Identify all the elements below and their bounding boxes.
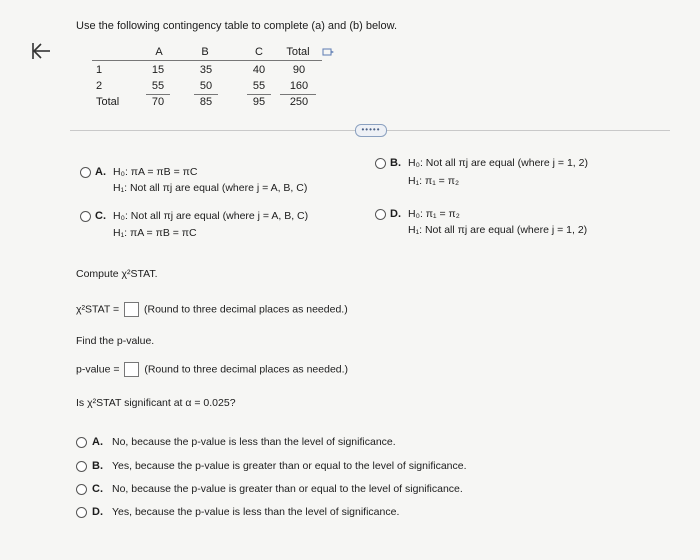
cell-total-c: 95 (252, 96, 266, 108)
conclusion-option-a[interactable] (76, 436, 516, 450)
cell-2-a: 55 (151, 80, 165, 92)
radio-b[interactable] (375, 158, 386, 169)
total-rule-c (247, 94, 271, 95)
find-p-label: Find the p-value. (76, 335, 155, 347)
col-header-a: A (155, 46, 163, 58)
row-label-total: Total (96, 96, 120, 108)
pvalue-answer-row (76, 362, 348, 377)
cell-total-a: 70 (151, 96, 165, 108)
option-letter-c: C. (95, 210, 106, 222)
option-letter-a: A. (95, 166, 106, 178)
total-rule-a (146, 94, 170, 95)
row-label-2: 2 (96, 80, 103, 92)
cell-total-b: 85 (199, 96, 213, 108)
option-c-h1: H₁: πA = πB = πC (113, 227, 197, 239)
option-letter-b: B. (390, 157, 401, 169)
hypothesis-option-d[interactable] (375, 206, 660, 240)
conclusion-text-b: Yes, because the p-value is greater than or equal to the level of significance. (112, 460, 467, 472)
contingency-table (90, 44, 340, 110)
option-a-h1: H₁: Not all πj are equal (where j = A, B, C) (113, 182, 308, 194)
total-rule-total (280, 94, 316, 95)
option-b-h1: H₁: π₁ = π₂ (408, 175, 460, 187)
chi-square-input[interactable] (124, 302, 139, 317)
conclusion-text-a: No, because the p-value is less than the level of significance. (112, 436, 396, 448)
conclusion-option-d[interactable] (76, 506, 516, 520)
conclusion-letter-d: D. (92, 506, 103, 518)
chi-square-answer-row (76, 302, 348, 317)
hypothesis-option-b[interactable] (375, 155, 660, 189)
cell-1-a: 15 (151, 64, 165, 76)
hypothesis-option-c[interactable] (80, 208, 360, 242)
back-to-start-icon[interactable] (30, 40, 52, 62)
conclusion-radio-d[interactable] (76, 507, 87, 518)
option-c-h0: H₀: Not all πj are equal (where j = A, B, C) (113, 210, 309, 222)
conclusion-option-c[interactable] (76, 483, 516, 497)
chi-square-round-hint: (Round to three decimal places as needed.) (144, 303, 348, 316)
cell-2-total: 160 (289, 80, 309, 92)
radio-d[interactable] (375, 209, 386, 220)
option-d-h1: H₁: Not all πj are equal (where j = 1, 2) (408, 224, 588, 236)
instruction-text: Use the following contingency table to complete (a) and (b) below. (76, 20, 398, 32)
cell-1-c: 40 (252, 64, 266, 76)
cell-1-b: 35 (199, 64, 213, 76)
conclusion-radio-c[interactable] (76, 484, 87, 495)
col-header-total: Total (286, 46, 310, 58)
hypothesis-option-a[interactable] (80, 165, 360, 197)
option-letter-d: D. (390, 208, 401, 220)
conclusion-radio-a[interactable] (76, 437, 87, 448)
chi-square-prefix: χ²STAT = (76, 303, 120, 316)
conclusion-option-b[interactable] (76, 460, 516, 474)
radio-a[interactable] (80, 167, 91, 178)
cell-2-b: 50 (199, 80, 213, 92)
row-label-1: 1 (96, 64, 103, 76)
pvalue-round-hint: (Round to three decimal places as needed.) (144, 363, 349, 376)
significance-question: Is χ²STAT significant at α = 0.025? (76, 397, 236, 409)
radio-c[interactable] (80, 211, 91, 222)
col-header-c: C (255, 46, 263, 58)
col-header-b: B (201, 46, 209, 58)
cell-2-c: 55 (252, 80, 266, 92)
pvalue-prefix: p-value = (76, 363, 120, 376)
copy-table-icon[interactable] (322, 48, 334, 57)
option-a-h0: H₀: πA = πB = πC (113, 166, 198, 178)
conclusion-letter-c: C. (92, 483, 103, 495)
pvalue-input[interactable] (124, 362, 139, 377)
cell-total-total: 250 (289, 96, 309, 108)
header-rule (92, 60, 322, 61)
cell-1-total: 90 (292, 64, 306, 76)
conclusion-text-d: Yes, because the p-value is less than the level of significance. (112, 506, 400, 518)
option-b-h0: H₀: Not all πj are equal (where j = 1, 2) (408, 157, 588, 169)
conclusion-text-c: No, because the p-value is greater than or equal to the level of significance. (112, 483, 463, 495)
conclusion-letter-b: B. (92, 460, 103, 472)
compute-label: Compute χ²STAT. (76, 268, 158, 280)
expand-more-button[interactable]: ••••• (355, 124, 387, 137)
conclusion-radio-b[interactable] (76, 461, 87, 472)
option-d-h0: H₀: π₁ = π₂ (408, 208, 460, 220)
total-rule-b (194, 94, 218, 95)
conclusion-letter-a: A. (92, 436, 103, 448)
